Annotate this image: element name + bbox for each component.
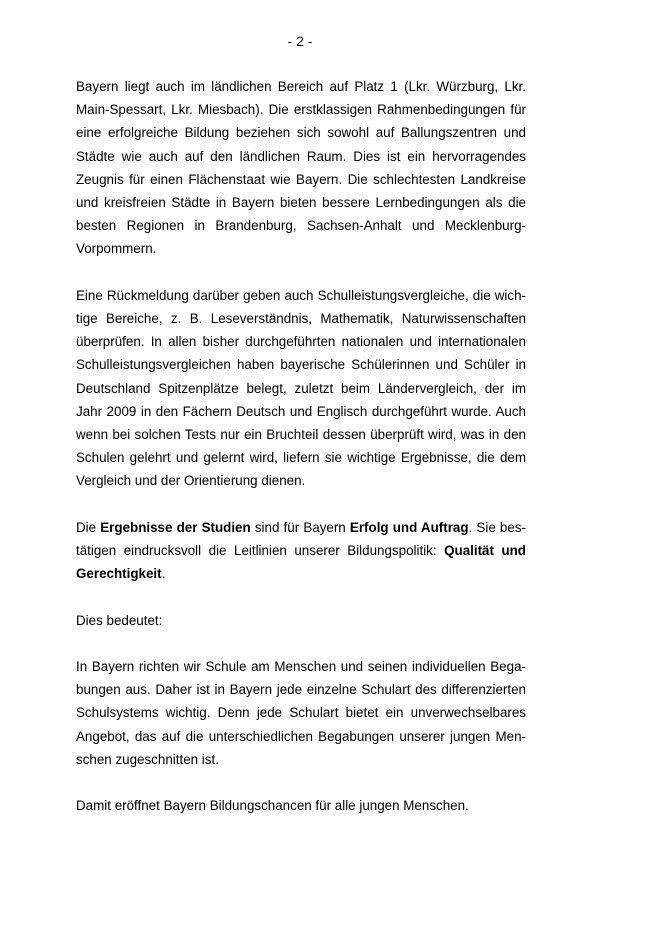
study-results-bold-2: Erfolg und Auftrag (349, 519, 469, 535)
study-results-text-1: Die (76, 519, 101, 535)
study-results-text-4: . (161, 566, 166, 582)
paragraph-school-system: In Bayern richten wir Schule am Menschen und seinen individuellen Begabungen aus. Daher ist in Bayern jede einzelne Schulart des differenzierten Schulsystems wichtig. Denn jede Schulart bietet ein unverwechselbares Angebot, das auf die unterschiedlichen Begabungen unserer jungen Menschen zugeschnitten ist. (76, 659, 526, 767)
paragraph-rural-ranking: Bayern liegt auch im ländlichen Bereich auf Platz 1 (Lkr. Würzburg, Lkr. Main-Spessart, Lkr. Miesbach). Die erstklassigen Rahmenbedingungen für eine erfolgreiche Bildung beziehen sich sowohl auf Ballungszentren und Städte wie auch auf den ländlichen Raum. Dies ist ein hervorragendes Zeugnis für einen Flächenstaat wie Bayern. Die schlechtesten Landkreise und kreisfreien Städte in Bayern bieten bessere Lernbedingungen als die besten Regionen in Brandenburg, Sachsen-Anhalt und Mecklenburg-Vorpommern. (76, 79, 526, 257)
paragraph-conclusion: Damit eröffnet Bayern Bildungschancen für alle jungen Menschen. (76, 798, 469, 814)
document-body (76, 75, 526, 841)
paragraph-study-results (76, 516, 526, 586)
page-number: - 2 - (287, 33, 313, 49)
paragraph-performance-comparisons: Eine Rückmeldung darüber geben auch Schulleistungsvergleiche, die wichtige Bereiche, z. B. Leseverständnis, Mathematik, Naturwissenschaften überprüfen. In allen bisher durchgeführten nationalen und internationalen Schulleistungsvergleichen haben bayerische Schülerinnen und Schüler in Deutschland Spitzenplätze belegt, zuletzt beim Ländervergleich, der im Jahr 2009 in den Fächern Deutsch und Englisch durchgeführt wurde. Auch wenn bei solchen Tests nur ein Bruchteil dessen überprüft wird, was in den Schulen gelehrt und gelernt wird, liefern sie wichtige Ergebnisse, die dem Vergleich und der Orientierung dienen. (76, 287, 526, 489)
study-results-text-3: . Sie bestätigen eindrucksvoll die Leitlinien unserer Bildungspolitik: (76, 519, 526, 559)
paragraph-meaning: Dies bedeutet: (76, 612, 163, 628)
study-results-bold-3: Qualität und Gerechtigkeit (76, 543, 526, 582)
study-results-text-2: sind für Bayern (250, 519, 350, 535)
study-results-bold-1: Ergebnisse der Studien (100, 519, 251, 535)
